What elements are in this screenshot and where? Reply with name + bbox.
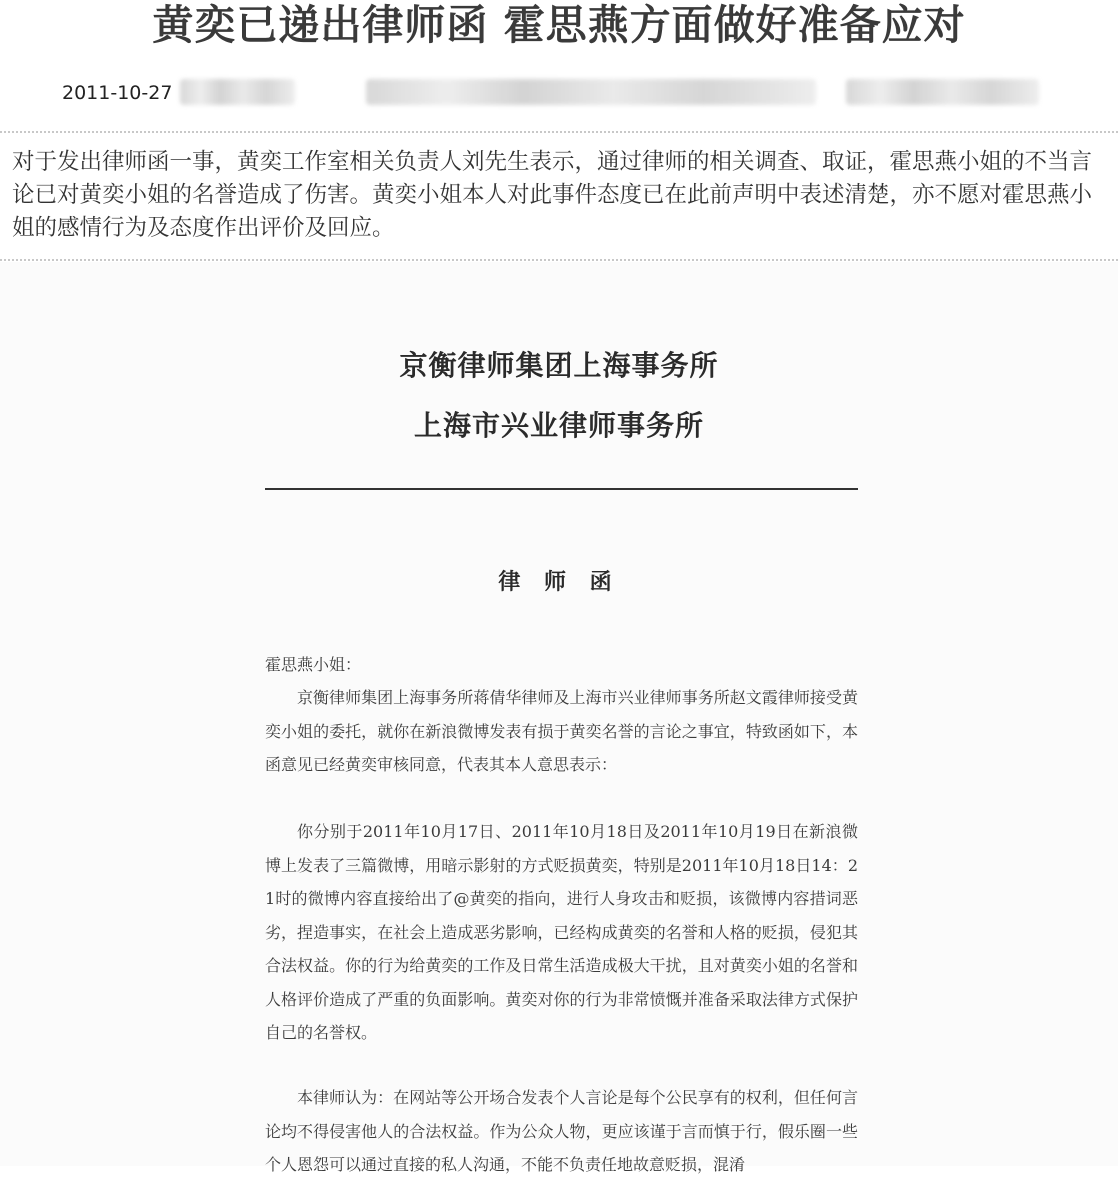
divider-top xyxy=(0,131,1118,133)
blurred-info xyxy=(366,79,816,105)
blurred-author xyxy=(846,79,1039,105)
article-date: 2011-10-27 xyxy=(62,82,173,104)
law-firm-name-1: 京衡律师集团上海事务所 xyxy=(399,349,719,382)
article-meta xyxy=(0,76,1118,112)
blurred-source xyxy=(180,79,295,105)
letter-salutation: 霍思燕小姐： xyxy=(265,655,362,674)
divider-bottom xyxy=(0,259,1118,261)
law-firm-name-2: 上海市兴业律师事务所 xyxy=(413,409,704,442)
letter-title: 律 师 函 xyxy=(498,569,620,595)
letterhead-rule xyxy=(265,488,858,490)
article-headline: 黄奕已递出律师函 霍思燕方面做好准备应对 xyxy=(152,1,966,49)
article-lead: 对于发出律师函一事，黄奕工作室相关负责人刘先生表示，通过律师的相关调查、取证，霍思燕小姐的不当言论已对黄奕小姐的名誉造成了伤害。黄奕小姐本人对此事件态度已在此前声明中表述清楚，亦不愿对霍思燕小姐的感情行为及态度作出评价及回应。 xyxy=(12,149,1093,241)
lawyer-letter-scan xyxy=(0,262,1118,1174)
letter-paragraph-3: 本律师认为：在网站等公开场合发表个人言论是每个公民享有的权利，但任何言论均不得侵害他人的合法权益。作为公众人物，更应该谨于言而慎于行，假乐圈一些个人恩怨可以通过直接的私人沟通，不能不负责任地故意贬损，混淆 xyxy=(265,1088,858,1174)
letter-paragraph-2: 你分别于2011年10月17日、2011年10月18日及2011年10月19日在新浪微博上发表了三篇微博，用暗示影射的方式贬损黄奕，特别是2011年10月18日14：21时的微博内容直接给出了@黄奕的指向，进行人身攻击和贬损，该微博内容措词恶劣，捏造事实，在社会上造成恶劣影响，已经构成黄奕的名誉和人格的贬损，侵犯其合法权益。你的行为给黄奕的工作及日常生活造成极大干扰，且对黄奕小姐的名誉和人格评价造成了严重的负面影响。黄奕对你的行为非常愤慨并准备采取法律方式保护自己的名誉权。 xyxy=(265,822,858,1042)
letter-paragraph-1: 京衡律师集团上海事务所蒋倩华律师及上海市兴业律师事务所赵文霞律师接受黄奕小姐的委托，就你在新浪微博发表有损于黄奕名誉的言论之事宜，特致函如下，本函意见已经黄奕审核同意，代表其本人意思表示： xyxy=(265,688,858,774)
